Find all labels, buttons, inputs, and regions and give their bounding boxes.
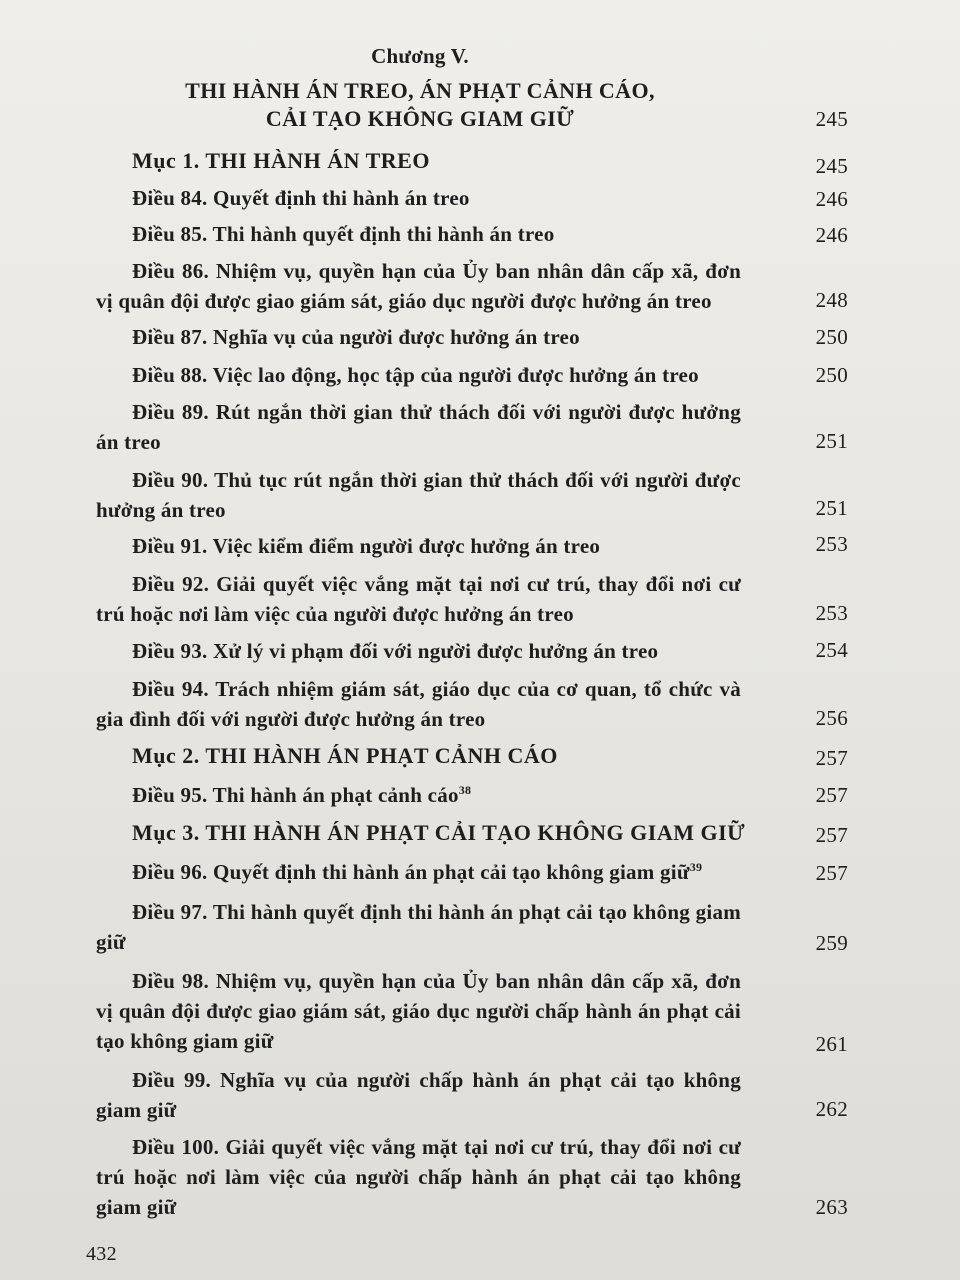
toc-entry-dieu-97: Điều 97. Thi hành quyết định thi hành án phạt cải tạo không giam giữ — [96, 900, 741, 954]
page-folio-number: 432 — [86, 1243, 117, 1265]
toc-entry-dieu-90: Điều 90. Thủ tục rút ngắn thời gian thử thách đối với người được hưởng án treo — [96, 468, 741, 522]
chapter-title-line-2: CẢI TẠO KHÔNG GIAM GIỮ — [265, 106, 575, 131]
chapter-heading: Chương V. — [371, 44, 469, 68]
toc-entry-dieu-95: Điều 95. Thi hành án phạt cảnh cáo$^{38}$ — [132, 783, 472, 807]
toc-page-number: 250 — [815, 325, 848, 349]
toc-entry-dieu-92: Điều 92. Giải quyết việc vắng mặt tại nơi cư trú, thay đổi nơi cư trú hoặc nơi làm việc của người được hưởng án treo — [96, 572, 741, 626]
toc-entry-dieu-96: Điều 96. Quyết định thi hành án phạt cải tạo không giam giữ$^{39}$ — [132, 860, 703, 884]
toc-page-number: 251 — [815, 496, 848, 520]
toc-page-number: 257 — [815, 823, 848, 847]
chapter-title-line-1: THI HÀNH ÁN TREO, ÁN PHẠT CẢNH CÁO, — [185, 78, 655, 103]
toc-entry-dieu-85: Điều 85. Thi hành quyết định thi hành án treo — [132, 222, 555, 246]
toc-entry-dieu-98: Điều 98. Nhiệm vụ, quyền hạn của Ủy ban nhân dân cấp xã, đơn vị quân đội được giao giám sát, giáo dục người chấp hành án phạt cải tạo không giam giữ — [96, 969, 741, 1053]
toc-page-number: 257 — [815, 746, 848, 770]
toc-section-3: Mục 3. THI HÀNH ÁN PHẠT CẢI TẠO KHÔNG GIAM GIỮ — [132, 820, 746, 845]
toc-entry-dieu-100: Điều 100. Giải quyết việc vắng mặt tại nơi cư trú, thay đổi nơi cư trú hoặc nơi làm việc của người chấp hành án phạt cải tạo không giam giữ — [96, 1135, 741, 1219]
toc-page-number: 263 — [815, 1195, 848, 1219]
toc-page-number: 246 — [815, 187, 848, 211]
toc-page-number: 262 — [815, 1097, 848, 1121]
toc-entry-dieu-94: Điều 94. Trách nhiệm giám sát, giáo dục của cơ quan, tổ chức và gia đình đối với người được hưởng án treo — [96, 677, 741, 731]
toc-page-number: 246 — [815, 223, 848, 247]
toc-entry-dieu-87: Điều 87. Nghĩa vụ của người được hưởng án treo — [132, 325, 580, 349]
toc-page-number: 256 — [815, 706, 848, 730]
toc-page-number: 245 — [815, 154, 848, 178]
toc-entry-dieu-88: Điều 88. Việc lao động, học tập của người được hưởng án treo — [132, 363, 699, 387]
chapter-page-number: 245 — [815, 107, 848, 131]
toc-page-number: 251 — [815, 429, 848, 453]
footnote-marker: 39 — [689, 860, 703, 874]
toc-page-number: 254 — [815, 638, 848, 662]
toc-entry-dieu-99: Điều 99. Nghĩa vụ của người chấp hành án phạt cải tạo không giam giữ — [96, 1068, 741, 1122]
toc-page-number: 257 — [815, 783, 848, 807]
toc-entry-dieu-84: Điều 84. Quyết định thi hành án treo — [132, 186, 470, 210]
toc-page-number: 259 — [815, 931, 848, 955]
toc-entry-dieu-93: Điều 93. Xử lý vi phạm đối với người được hưởng án treo — [132, 639, 659, 663]
toc-page-number: 261 — [815, 1032, 848, 1056]
toc-page-number: 250 — [815, 363, 848, 387]
toc-entry-dieu-86: Điều 86. Nhiệm vụ, quyền hạn của Ủy ban nhân dân cấp xã, đơn vị quân đội được giao giám sát, giáo dục người được hưởng án treo — [96, 259, 741, 313]
toc-section-1: Mục 1. THI HÀNH ÁN TREO — [132, 148, 430, 173]
toc-page-number: 253 — [815, 532, 848, 556]
toc-page-number: 248 — [815, 288, 848, 312]
toc-section-2: Mục 2. THI HÀNH ÁN PHẠT CẢNH CÁO — [132, 743, 558, 768]
toc-entry-dieu-89: Điều 89. Rút ngắn thời gian thử thách đối với người được hưởng án treo — [96, 400, 741, 454]
toc-page-number: 257 — [815, 861, 848, 885]
toc-page-number: 253 — [815, 601, 848, 625]
footnote-marker: 38 — [458, 783, 472, 797]
toc-entry-dieu-91: Điều 91. Việc kiểm điểm người được hưởng án treo — [132, 534, 601, 558]
